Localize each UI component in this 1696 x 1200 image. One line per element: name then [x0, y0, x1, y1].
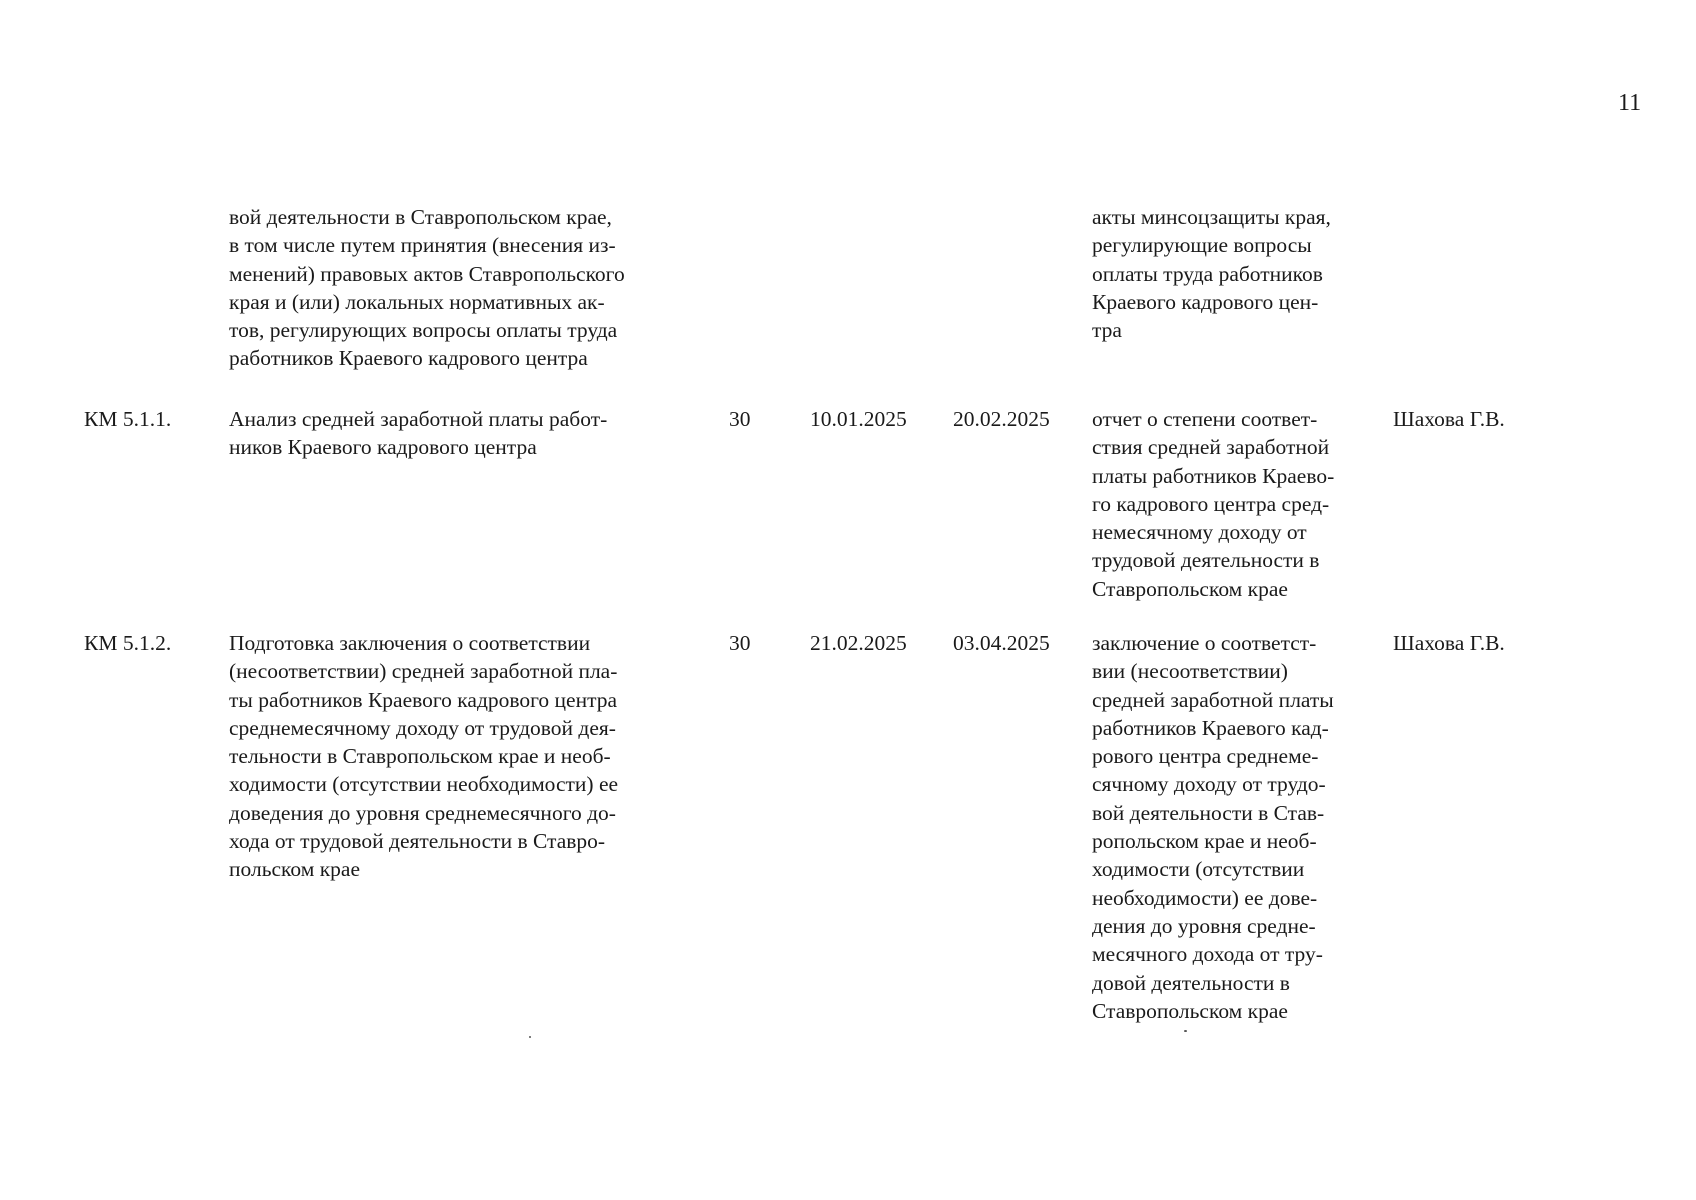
result-cell: заключение о соответст- вии (несоответствии) средней заработной платы работников Краевого кад- рового центра среднеме- сячному доходу от трудо- вой деятельности в Став- ропольском крае и необ- ходимости (отсутствии необходимости) ее дове- дения до уровня средне- месячного дохода от тру- довой деятельности в Ставропольском крае [1092, 631, 1334, 1023]
task-code-cell: КМ 5.1.1. [84, 407, 172, 431]
end-date-cell: 20.02.2025 [953, 407, 1050, 431]
duration-cell: 30 [729, 631, 751, 655]
task-name-cell: вой деятельности в Ставропольском крае, в том числе путем принятия (внесения из- менений) правовых актов Ставропольского края и (или) локальных нормативных ак- тов, регулирующих вопросы оплаты труда работников Краевого кадрового центра [229, 205, 625, 371]
result-cell: акты минсоцзащиты края, регулирующие вопросы оплаты труда работников Краевого кадрового цен- тра [1092, 205, 1331, 343]
responsible-cell: Шахова Г.В. [1393, 631, 1505, 655]
start-date-cell: 10.01.2025 [810, 407, 907, 431]
end-date-cell: 03.04.2025 [953, 631, 1050, 655]
task-name-cell: Анализ средней заработной платы работ- ников Краевого кадрового центра [229, 407, 608, 460]
task-name-cell: Подготовка заключения о соответствии (несоответствии) средней заработной пла- ты работников Краевого кадрового центра среднемесячному доходу от трудовой дея- тельности в Ставропольском крае и необ- ходимости (отсутствии необходимости) ее доведения до уровня среднемесячного до- хода от трудовой деятельности в Ставро- польском крае [229, 631, 619, 882]
scan-speck [529, 1036, 531, 1038]
scan-speck [1184, 1030, 1187, 1032]
page-number: 11 [1618, 90, 1642, 116]
result-cell: отчет о степени соответ- ствия средней заработной платы работников Краево- го кадрового центра сред- немесячному доходу от трудовой деятельности в Ставропольском крае [1092, 407, 1335, 601]
start-date-cell: 21.02.2025 [810, 631, 907, 655]
task-code-cell: КМ 5.1.2. [84, 631, 172, 655]
responsible-cell: Шахова Г.В. [1393, 407, 1505, 431]
duration-cell: 30 [729, 407, 751, 431]
